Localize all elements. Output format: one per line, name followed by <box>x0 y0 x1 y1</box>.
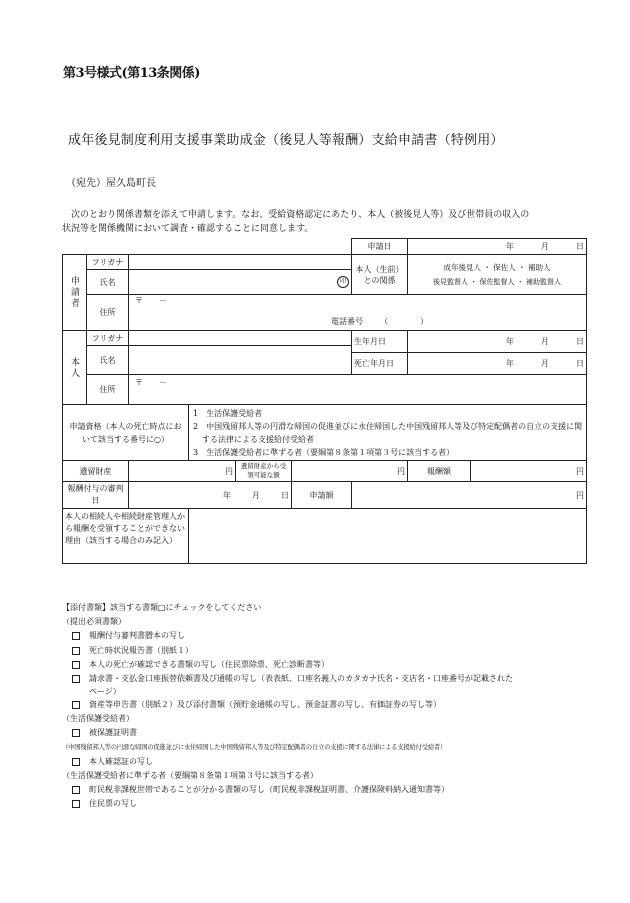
attachment-label: 資産等申告書（別紙２）及び添付書類（預貯金通帳の写し、預金証書の写し、有価証券の写し等） <box>89 700 441 710</box>
qualification-option-2[interactable]: 2 中国残留邦人等の円滑な帰国の促進並びに永住帰国した中国残留邦人等及び特定配偶者の自立の支援に関する法律による支援給付受給者 <box>193 421 583 444</box>
yen-unit: 円 <box>576 490 584 500</box>
attachment-label: 報酬付与審判書謄本の写し <box>89 631 185 641</box>
phone-label: 電話番号 <box>331 316 363 326</box>
year-label: 年 <box>222 490 231 500</box>
application-date-label: 申請日 <box>352 239 408 255</box>
seal-icon: 印 <box>337 276 349 288</box>
person-address-label: 住所 <box>87 375 129 405</box>
checkbox[interactable] <box>72 632 80 640</box>
fee-input[interactable] <box>471 461 587 482</box>
day-label: 日 <box>576 337 584 346</box>
applicant-name-input[interactable] <box>129 270 352 295</box>
month-label: 月 <box>540 359 549 368</box>
death-date-label: 死亡年月日 <box>352 353 408 375</box>
person-address-input[interactable] <box>129 375 587 405</box>
attachment-item[interactable] <box>62 644 532 658</box>
person-furigana-input[interactable] <box>129 331 352 346</box>
yen-unit: 円 <box>397 466 405 476</box>
quasi-header: （生活保護受給者に準ずる者（要綱第８条第１項第３号に該当する者） <box>62 771 318 781</box>
applicant-section-label: 申請者 <box>63 255 87 331</box>
attachment-item[interactable] <box>62 726 532 740</box>
month-label: 月 <box>540 337 549 346</box>
attachment-item[interactable] <box>62 797 532 811</box>
attachment-label: 死亡時状況報告書（別紙１） <box>89 645 193 655</box>
applied-amount-input[interactable] <box>352 482 587 509</box>
yen-unit: 円 <box>225 466 233 476</box>
qualification-options[interactable] <box>189 405 587 461</box>
attachment-item[interactable] <box>62 672 519 698</box>
attachment-item[interactable] <box>62 658 532 672</box>
applicant-phone-field[interactable] <box>129 313 587 331</box>
day-label: 日 <box>281 490 289 500</box>
postal-mark: 〒 － <box>135 296 167 305</box>
checkbox[interactable] <box>72 661 80 669</box>
qualification-option-3[interactable]: 3 生活保護受給者に準ずる者（要綱第８条第１項第３号に該当する者） <box>193 447 455 457</box>
year-label: 年 <box>505 359 514 368</box>
checkbox[interactable] <box>72 701 80 709</box>
checkbox[interactable] <box>72 786 80 794</box>
addressee: （宛先）屋久島町長 <box>66 178 156 189</box>
day-label: 日 <box>576 242 584 251</box>
death-date-field[interactable] <box>408 353 587 375</box>
attachment-label: 住民票の写し <box>89 799 137 809</box>
person-furigana-label: フリガナ <box>87 331 129 346</box>
birth-date-field[interactable] <box>408 331 587 353</box>
year-label: 年 <box>505 337 514 346</box>
form-number: 第3号様式(第13条関係) <box>63 66 200 81</box>
person-name-input[interactable] <box>129 346 352 375</box>
attachment-label: 町民税非課税世帯であることが分かる書類の写し（町民税非課税証明書、介護保険料納入通知書等） <box>89 785 449 795</box>
checkbox[interactable] <box>72 647 80 655</box>
reason-input[interactable] <box>189 509 587 564</box>
applicant-address-label: 住所 <box>87 295 129 331</box>
required-header: （提出必須書類） <box>62 617 126 627</box>
applicant-furigana-label: フリガナ <box>87 255 129 270</box>
month-label: 月 <box>540 242 549 251</box>
applicant-name-label: 氏名 <box>87 270 129 295</box>
phone-paren: （ ） <box>380 316 429 326</box>
attachment-label: 被保護証明書 <box>89 728 137 738</box>
qualification-label: 申請資格（本人の死亡時点において該当する番号に○） <box>63 405 189 461</box>
relation-options-line1: 成年後見人 ・ 保佐人 ・ 補助人 <box>443 262 551 272</box>
relation-label: 本人（生前）との関係 <box>352 255 408 295</box>
relation-options-line2: 後見監督人 ・ 保佐監督人 ・ 補助監督人 <box>433 277 561 286</box>
birth-date-label: 生年月日 <box>352 331 408 353</box>
postal-mark: 〒 － <box>135 378 167 387</box>
person-name-label: 氏名 <box>87 346 129 375</box>
attachment-label: 本人の死亡が確認できる書類の写し（住民票除票、死亡診断書等） <box>89 659 329 669</box>
fee-label: 報酬額 <box>408 461 471 482</box>
applicant-furigana-input[interactable] <box>129 255 352 270</box>
relation-options[interactable] <box>408 255 587 295</box>
checkbox[interactable] <box>72 758 80 766</box>
application-form-table <box>62 238 587 564</box>
welfare-header: （生活保護受給者） <box>62 714 134 724</box>
applicant-address-input[interactable] <box>129 295 587 313</box>
year-label: 年 <box>505 242 514 251</box>
attachment-item[interactable] <box>62 629 532 643</box>
person-section-label: 本人 <box>63 331 87 405</box>
payable-input[interactable] <box>292 461 408 482</box>
china-header: （中国残留邦人等の円滑な帰国の促進並びに永住帰国した中国残留邦人等及び特定配偶者の自立の支援に関する法律による支援給付受給者） <box>62 743 447 751</box>
checkbox[interactable] <box>72 729 80 737</box>
month-label: 月 <box>251 490 260 500</box>
attachment-label: 請求書・支払金口座振替依頼書及び通帳の写し（表表紙、口座名義人のカタカナ氏名・支店名・口座番号が記載されたページ） <box>89 674 513 697</box>
qualification-option-1[interactable]: 1 生活保護受給者 <box>193 408 263 418</box>
estate-input[interactable] <box>129 461 236 482</box>
attachment-label: 本人確認証の写し <box>89 756 153 766</box>
checkbox[interactable] <box>72 675 80 683</box>
document-title: 成年後見制度利用支援事業助成金（後見人等報酬）支給申請書（特例用） <box>68 133 504 148</box>
applied-amount-label: 申請額 <box>292 482 352 509</box>
reason-label: 本人の相続人や相続財産管理人から報酬を受領することができない理由（該当する場合のみ記入） <box>63 509 189 564</box>
payable-label: 遺留財産から受領可能な額 <box>236 461 292 482</box>
intro-text: 次のとおり関係書類を添えて申請します。なお、受給資格認定にあたり、本人（被後見人等）及び世帯員の収入の状況等を関係機関において調査・確認することに同意します。 <box>62 210 530 234</box>
attachments-section <box>62 601 532 812</box>
fee-date-field[interactable] <box>129 482 292 509</box>
fee-date-label: 報酬付与の審判日 <box>63 482 129 509</box>
application-date-field[interactable] <box>408 239 587 255</box>
attachments-header: 【添付書類】該当する書類□にチェックをしてください <box>62 603 262 612</box>
attachment-item[interactable] <box>62 698 532 712</box>
attachment-item[interactable] <box>62 783 532 797</box>
estate-label: 遺留財産 <box>63 461 129 482</box>
attachment-item[interactable] <box>62 755 532 769</box>
day-label: 日 <box>576 359 584 368</box>
yen-unit: 円 <box>576 466 584 476</box>
checkbox[interactable] <box>72 800 80 808</box>
